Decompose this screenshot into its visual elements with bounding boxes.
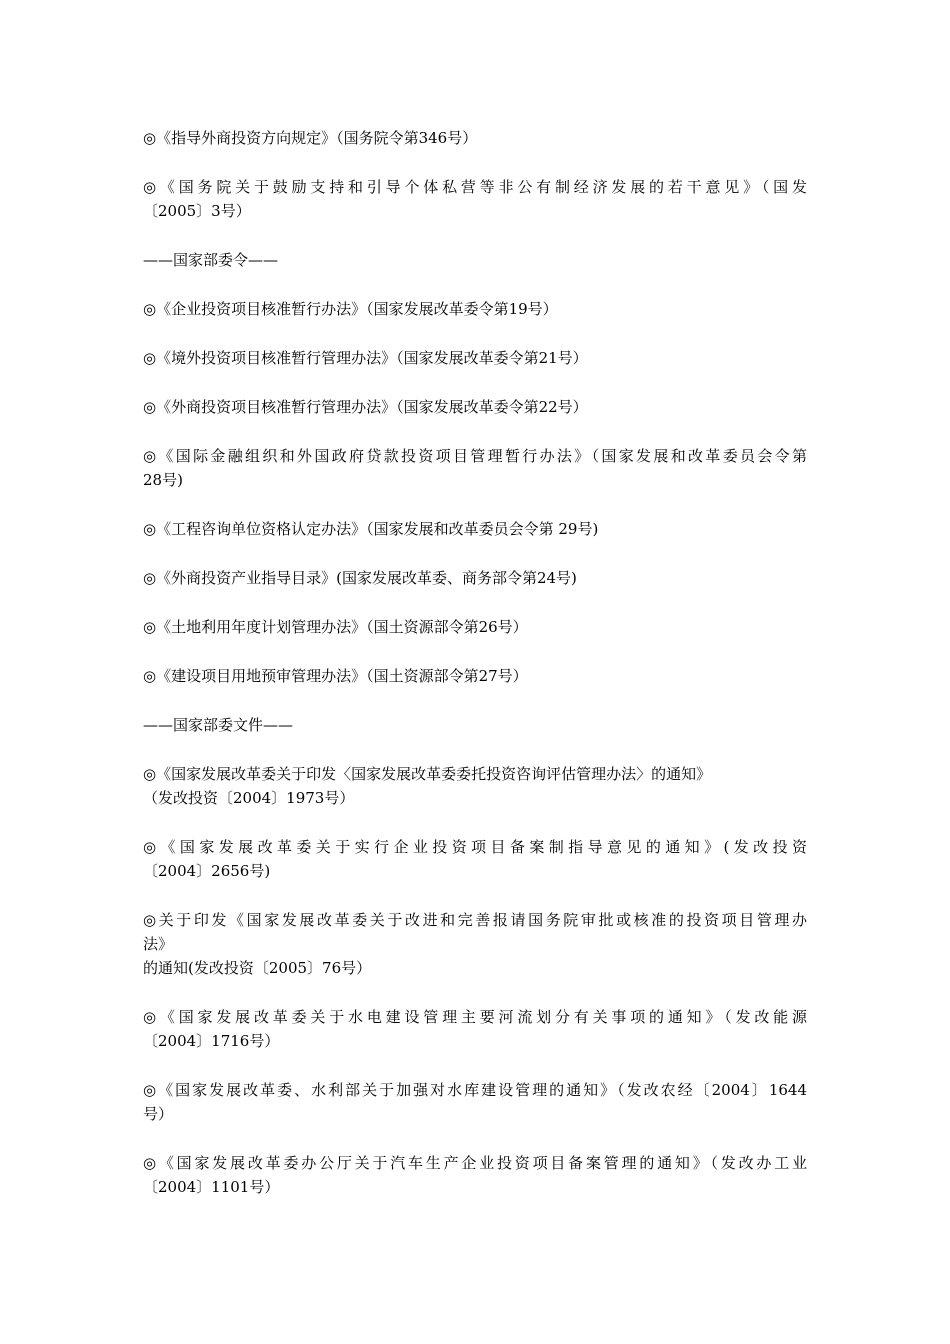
text-line: ◎《国家发展改革委关于水电建设管理主要河流划分有关事项的通知》（发改能源 [143,1008,807,1026]
list-item [143,1078,807,1126]
list-item [143,517,807,541]
text-line: 〔2004〕2656号) [143,862,271,880]
text-line: ◎《指导外商投资方向规定》（国务院令第346号） [143,129,478,147]
text-line: ◎《外商投资产业指导目录》(国家发展改革委、商务部令第24号) [143,569,577,587]
text-line: ◎《土地利用年度计划管理办法》（国土资源部令第26号） [143,618,528,636]
text-line: ◎《建设项目用地预审管理办法》（国土资源部令第27号） [143,667,528,685]
text-line: ◎《境外投资项目核准暂行管理办法》（国家发展改革委令第21号） [143,349,588,367]
text-line: ◎《国务院关于鼓励支持和引导个体私营等非公有制经济发展的若干意见》（国发 [143,178,807,196]
text-line: ◎《国家发展改革委关于实行企业投资项目备案制指导意见的通知》(发改投资 [143,838,807,856]
text-line: ◎《外商投资项目核准暂行管理办法》（国家发展改革委令第22号） [143,398,588,416]
list-item [143,1151,807,1199]
list-item [143,175,807,223]
text-line: ◎《国家发展改革委、水利部关于加强对水库建设管理的通知》（发改农经〔2004〕1644 [143,1081,807,1099]
text-line: 28号) [143,471,183,489]
section-heading [143,713,807,737]
text-line: 的通知(发改投资〔2005〕76号） [143,959,372,977]
text-line: 〔2005〕3号） [143,202,251,220]
text-line: ◎《国际金融组织和外国政府贷款投资项目管理暂行办法》（国家发展和改革委员会令第 [143,447,807,465]
list-item [143,615,807,639]
list-item [143,297,807,321]
list-item [143,1005,807,1053]
text-line: 〔2004〕1101号） [143,1178,280,1196]
text-line: 〔2004〕1716号） [143,1032,280,1050]
list-item [143,346,807,370]
list-item [143,835,807,883]
list-item [143,664,807,688]
list-item [143,566,807,590]
document-body [143,126,807,1224]
text-line: 号） [143,1105,174,1123]
list-item [143,126,807,150]
text-line: ◎《工程咨询单位资格认定办法》（国家发展和改革委员会令第 29号) [143,520,599,538]
list-item [143,908,807,980]
list-item [143,762,807,810]
text-line: ◎《国家发展改革委关于印发〈国家发展改革委委托投资咨询评估管理办法〉的通知》 [143,765,712,783]
section-heading [143,248,807,272]
text-line: ——国家部委文件—— [143,716,294,734]
text-line: ◎《国家发展改革委办公厅关于汽车生产企业投资项目备案管理的通知》（发改办工业 [143,1154,807,1172]
list-item [143,395,807,419]
text-line: ——国家部委令—— [143,251,279,269]
list-item [143,444,807,492]
text-line: ◎关于印发《国家发展改革委关于改进和完善报请国务院审批或核准的投资项目管理办 [143,911,807,929]
text-line: 法》 [143,935,174,953]
text-line: （发改投资〔2004〕1973号） [143,789,355,807]
text-line: ◎《企业投资项目核准暂行办法》（国家发展改革委令第19号） [143,300,558,318]
